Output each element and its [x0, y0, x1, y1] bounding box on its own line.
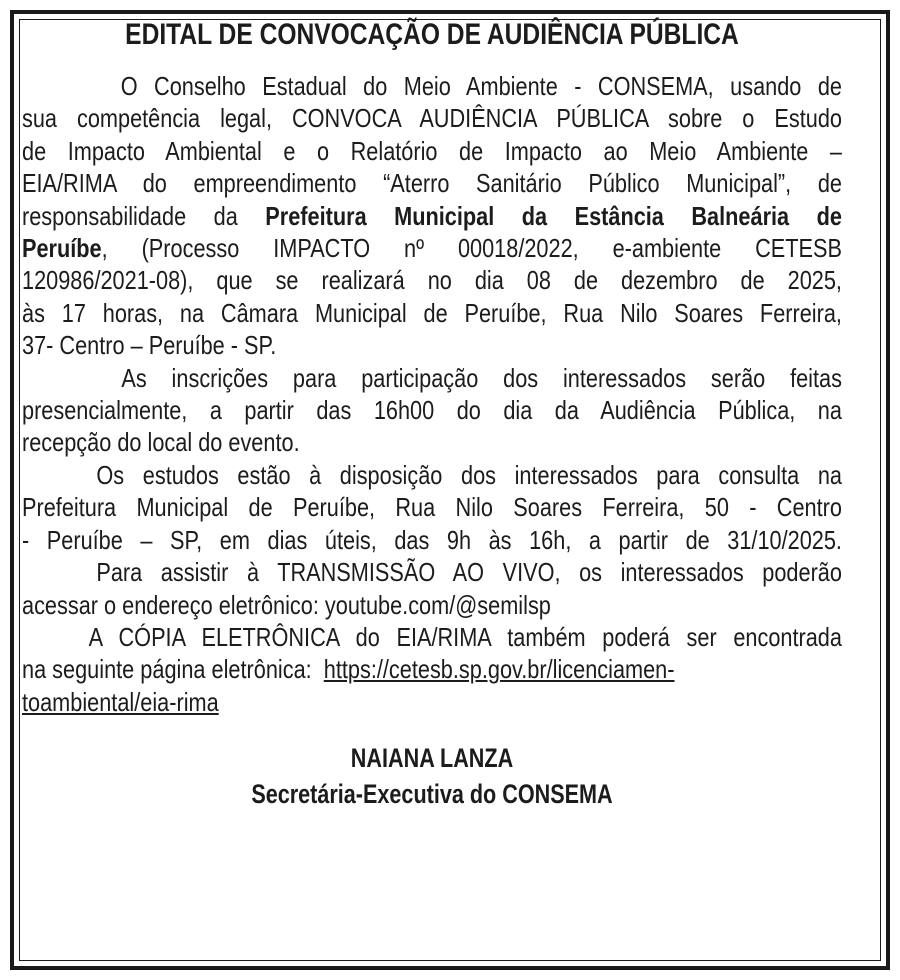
- responsible-entity: Prefeitura Municipal da Estância Balneária de: [265, 200, 842, 231]
- text-line: EIA/RIMA do empreendimento “Aterro Sanitário Público Municipal”, de: [22, 168, 842, 199]
- text-fragment: na seguinte página eletrônica:: [22, 654, 324, 685]
- signature-block: [22, 740, 842, 812]
- text-line: Os estudos estão à disposição dos interessados para consulta na: [22, 459, 842, 490]
- text-line: presencialmente, a partir das 16h00 do dia da Audiência Pública, na: [22, 395, 842, 426]
- signatory-role: Secretária-Executiva do CONSEMA: [251, 779, 613, 810]
- text-line: de Impacto Ambiental e o Relatório de Impacto ao Meio Ambiente –: [22, 135, 842, 166]
- text-line: - Peruíbe – SP, em dias úteis, das 9h às 16h, a partir de 31/10/2025.: [22, 524, 842, 555]
- eia-rima-link[interactable]: https://cetesb.sp.gov.br/licenciamen-: [323, 654, 675, 685]
- document-title: EDITAL DE CONVOCAÇÃO DE AUDIÊNCIA PÚBLICA: [125, 18, 739, 51]
- text-line: recepção do local do evento.: [22, 427, 300, 458]
- responsible-entity-city: Peruíbe: [22, 233, 102, 264]
- eia-rima-link-continued[interactable]: toambiental/eia-rima: [22, 686, 219, 717]
- text-line: às 17 horas, na Câmara Municipal de Peruíbe, Rua Nilo Soares Ferreira,: [22, 297, 842, 328]
- text-line: 37- Centro – Peruíbe - SP.: [22, 330, 277, 361]
- signatory-name: NAIANA LANZA: [350, 743, 514, 774]
- text-line: [22, 200, 842, 232]
- text-line: As inscrições para participação dos interessados serão feitas: [22, 362, 842, 393]
- text-line: O Conselho Estadual do Meio Ambiente - CONSEMA, usando de: [22, 71, 842, 101]
- notice-body: [22, 70, 842, 718]
- process-number: , (Processo IMPACTO nº 00018/2022, e-ambiente CETESB: [101, 233, 842, 264]
- notice-document: [22, 20, 842, 812]
- text-fragment: responsabilidade da: [22, 200, 266, 231]
- text-line: acessar o endereço eletrônico: youtube.com/@semilsp: [22, 589, 551, 620]
- text-line: Para assistir à TRANSMISSÃO AO VIVO, os interessados poderão: [22, 557, 842, 588]
- text-line: Prefeitura Municipal de Peruíbe, Rua Nilo Soares Ferreira, 50 - Centro: [22, 492, 842, 523]
- text-line: [22, 653, 840, 685]
- text-line: A CÓPIA ELETRÔNICA do EIA/RIMA também poderá ser encontrada: [22, 621, 842, 652]
- text-line: 120986/2021-08), que se realizará no dia 08 de dezembro de 2025,: [22, 265, 842, 296]
- text-line: sua competência legal, CONVOCA AUDIÊNCIA PÚBLICA sobre o Estudo: [22, 103, 842, 134]
- text-line: [22, 686, 840, 718]
- text-line: [22, 232, 842, 264]
